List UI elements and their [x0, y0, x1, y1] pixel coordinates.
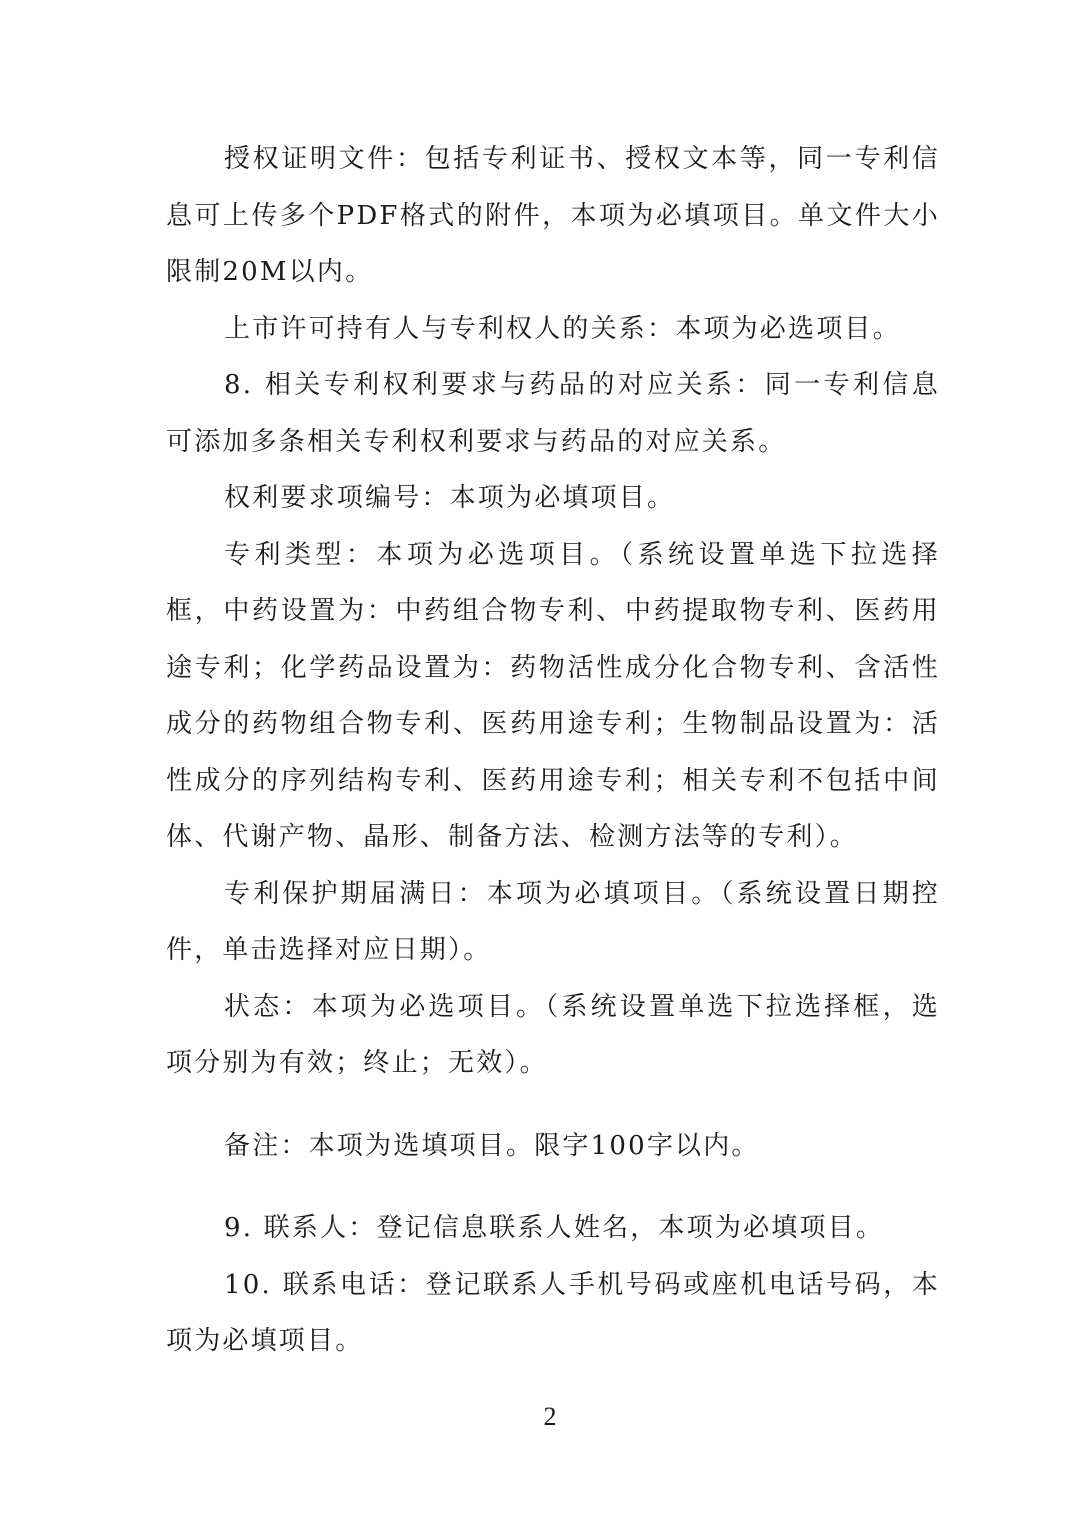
paragraph-contact-person: 9. 联系人：登记信息联系人姓名，本项为必填项目。	[224, 1213, 885, 1243]
paragraph-claim-number: 权利要求项编号：本项为必填项目。	[224, 483, 676, 513]
paragraph-claim-correspondence: 8. 相关专利权利要求与药品的对应关系：同一专利信息可添加多条相关专利权利要求与药品的对应关系。	[166, 370, 940, 457]
paragraph-status: 状态：本项为必选项目。（系统设置单选下拉选择框，选项分别为有效；终止；无效）。	[166, 991, 940, 1078]
paragraph-holder-relationship: 上市许可持有人与专利权人的关系：本项为必选项目。	[224, 313, 901, 344]
paragraph-patent-type: 专利类型：本项为必选项目。（系统设置单选下拉选择框，中药设置为：中药组合物专利、中药提取物专利、医药用途专利；化学药品设置为：药物活性成分化合物专利、含活性成分的药物组合物专利、医药用途专利；生物制品设置为：活性成分的序列结构专利、医药用途专利；相关专利不包括中间体、代谢产物、晶形、制备方法、检测方法等的专利）。	[166, 539, 940, 852]
document-body	[166, 131, 940, 1370]
page-number: 2	[543, 1402, 557, 1431]
paragraph-contact-phone: 10. 联系电话：登记联系人手机号码或座机电话号码，本项为必填项目。	[166, 1269, 940, 1356]
paragraph-expiry-date: 专利保护期届满日：本项为必填项目。（系统设置日期控件，单击选择对应日期）。	[166, 878, 940, 965]
paragraph-authorization-docs: 授权证明文件：包括专利证书、授权文本等，同一专利信息可上传多个PDF格式的附件，本项为必填项目。单文件大小限制20M以内。	[166, 144, 940, 287]
paragraph-remarks: 备注：本项为选填项目。限字100字以内。	[224, 1130, 760, 1161]
